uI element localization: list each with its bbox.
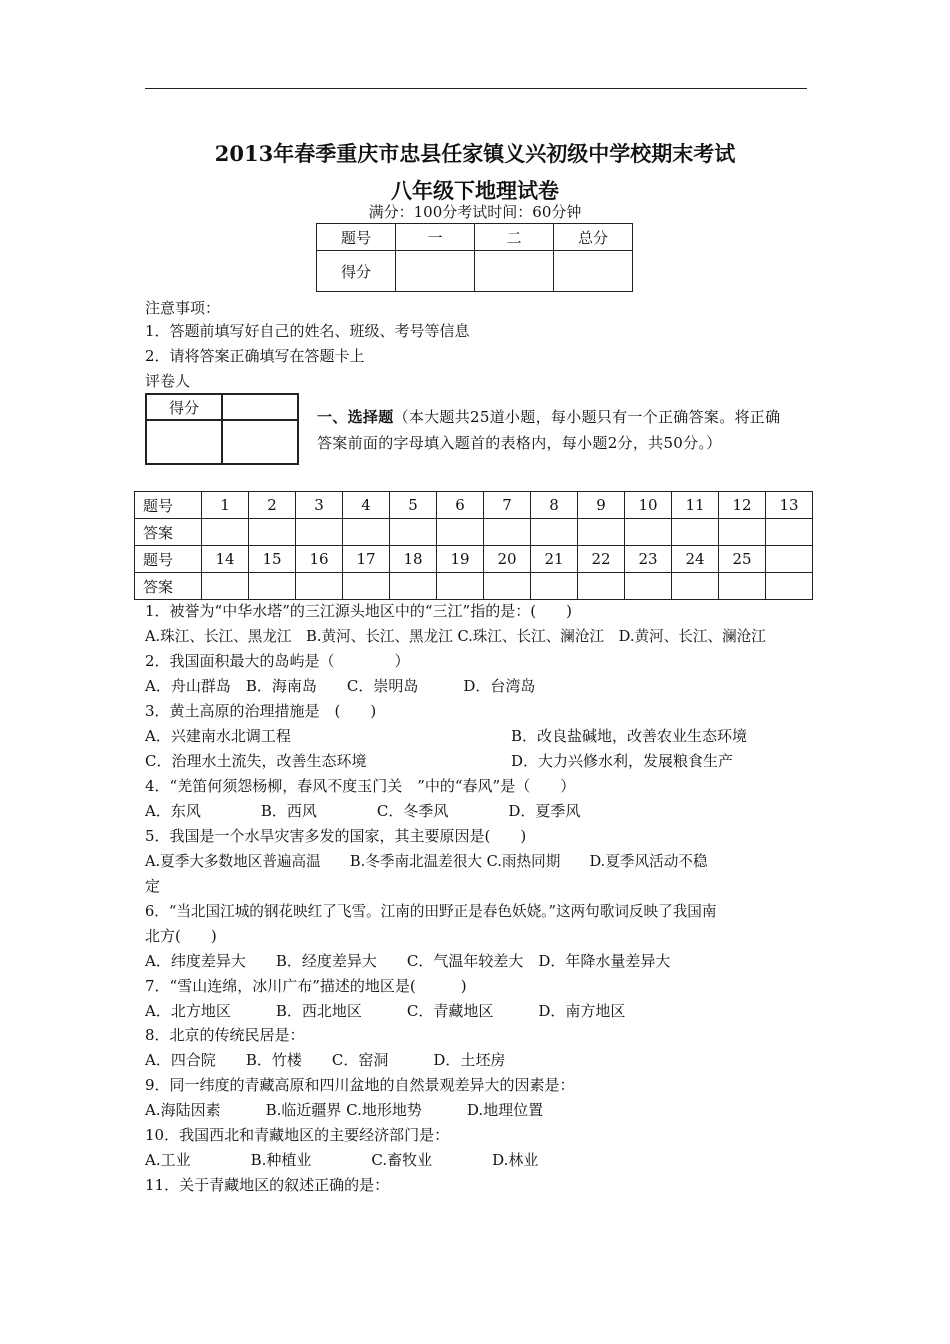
answer-cell[interactable] [531, 519, 578, 546]
question-6: 6．“当北国江城的钢花映红了飞雪。江南的田野正是春色妖娆。”这两句歌词反映了我国南 [145, 903, 717, 920]
answer-label: 答案 [135, 519, 202, 546]
question-number-cell: 25 [719, 546, 766, 573]
answer-cell[interactable] [390, 519, 437, 546]
question-number-cell: 3 [296, 492, 343, 519]
answer-row [135, 519, 813, 546]
exam-subject-title: 八年级下地理试卷 [391, 178, 559, 203]
score-header-cell: 二 [475, 224, 554, 251]
question-7: 7．“雪山连绵，冰川广布”描述的地区是( ) [145, 977, 467, 995]
question-10-options: A.工业 B.种植业 C.畜牧业 D.林业 [145, 1151, 539, 1169]
grader-box [145, 393, 299, 465]
header-rule [145, 88, 807, 89]
section-instructions-cont: 答案前面的字母填入题首的表格内，每小题2分，共50分。） [317, 434, 722, 452]
question-number-cell: 21 [531, 546, 578, 573]
answer-number-row [135, 492, 813, 519]
answer-cell[interactable] [202, 519, 249, 546]
question-10: 10．我国西北和青藏地区的主要经济部门是： [145, 1126, 450, 1144]
question-number-cell: 11 [672, 492, 719, 519]
answer-number-row [135, 546, 813, 573]
question-3-option-a: A．兴建南水北调工程 [145, 727, 291, 745]
question-2: 2．我国面积最大的岛屿是（ ） [145, 652, 410, 670]
score-table [316, 223, 633, 292]
question-number-cell: 22 [578, 546, 625, 573]
question-number-cell: 4 [343, 492, 390, 519]
exam-title: 2013年春季重庆市忠县任家镇义兴初级中学校期末考试 [214, 141, 736, 166]
question-3-option-d: D．大力兴修水利，发展粮食生产 [511, 752, 734, 770]
question-number-cell: 7 [484, 492, 531, 519]
answer-cell[interactable] [625, 573, 672, 600]
question-number-cell: 19 [437, 546, 484, 573]
answer-cell[interactable] [249, 573, 296, 600]
question-number-cell: 24 [672, 546, 719, 573]
answer-cell[interactable] [672, 519, 719, 546]
question-number-cell: 18 [390, 546, 437, 573]
question-number-cell: 16 [296, 546, 343, 573]
answer-cell[interactable] [296, 519, 343, 546]
answer-cell[interactable] [625, 519, 672, 546]
question-3-option-c: C．治理水土流失，改善生态环境 [145, 752, 367, 770]
answer-label: 答案 [135, 573, 202, 600]
answer-cell[interactable] [719, 519, 766, 546]
answer-cell[interactable] [531, 573, 578, 600]
answer-cell[interactable] [390, 573, 437, 600]
grader-cell[interactable] [222, 394, 298, 420]
question-8: 8．北京的传统民居是： [145, 1026, 305, 1044]
question-3: 3．黄土高原的治理措施是 ( ) [145, 702, 377, 720]
section-title: 一、选择题 [317, 408, 394, 426]
answer-table [134, 491, 813, 600]
grader-score-label: 得分 [146, 394, 222, 420]
answer-cell[interactable] [484, 519, 531, 546]
notes-heading: 注意事项： [145, 299, 221, 317]
score-header-cell: 一 [396, 224, 475, 251]
score-header-cell: 题号 [317, 224, 396, 251]
question-number-cell: 9 [578, 492, 625, 519]
question-number-cell: 15 [249, 546, 296, 573]
exam-info: 满分：100分考试时间：60分钟 [368, 203, 582, 221]
notes-item: 2．请将答案正确填写在答题卡上 [145, 347, 365, 365]
question-5-options: A.夏季大多数地区普遍高温 B.冬季南北温差很大 C.雨热同期 D.夏季风活动不稳 [145, 853, 708, 870]
score-input-cell[interactable] [554, 251, 633, 292]
question-number-cell: 20 [484, 546, 531, 573]
question-number-cell: 14 [202, 546, 249, 573]
question-1: 1．被誉为“中华水塔”的三江源头地区中的“三江”指的是：( ) [145, 602, 572, 620]
question-5-options-cont: 定 [145, 877, 161, 895]
question-number-cell: 10 [625, 492, 672, 519]
question-8-options: A．四合院 B．竹楼 C．窑洞 D．土坯房 [145, 1051, 506, 1069]
question-2-options: A．舟山群岛 B．海南岛 C．崇明岛 D．台湾岛 [145, 677, 536, 695]
answer-number-label: 题号 [135, 492, 202, 519]
question-4: 4．“羌笛何须怨杨柳，春风不度玉门关 ”中的“春风”是（ ） [145, 777, 576, 795]
question-number-cell: 6 [437, 492, 484, 519]
question-number-cell [766, 546, 813, 573]
answer-cell[interactable] [202, 573, 249, 600]
answer-cell[interactable] [437, 519, 484, 546]
notes-item: 1．答题前填写好自己的姓名、班级、考号等信息 [145, 322, 470, 340]
section-heading [317, 406, 780, 427]
grader-cell[interactable] [222, 420, 298, 464]
answer-cell[interactable] [437, 573, 484, 600]
answer-cell[interactable] [578, 519, 625, 546]
score-header-cell: 总分 [554, 224, 633, 251]
question-9: 9．同一纬度的青藏高原和四川盆地的自然景观差异大的因素是： [145, 1076, 575, 1094]
question-7-options: A．北方地区 B．西北地区 C．青藏地区 D．南方地区 [145, 1002, 626, 1020]
question-number-cell: 23 [625, 546, 672, 573]
answer-cell[interactable] [719, 573, 766, 600]
question-number-cell: 8 [531, 492, 578, 519]
grader-label: 评卷人 [145, 372, 191, 390]
question-9-options: A.海陆因素 B.临近疆界 C.地形地势 D.地理位置 [145, 1101, 544, 1119]
question-6-options: A．纬度差异大 B．经度差异大 C．气温年较差大 D．年降水量差异大 [145, 952, 671, 970]
question-number-cell: 13 [766, 492, 813, 519]
question-6-cont: 北方( ) [145, 927, 217, 945]
question-number-cell: 1 [202, 492, 249, 519]
question-number-cell: 2 [249, 492, 296, 519]
question-5: 5．我国是一个水旱灾害多发的国家，其主要原因是( ) [145, 827, 527, 845]
answer-number-label: 题号 [135, 546, 202, 573]
grader-cell[interactable] [146, 420, 222, 464]
answer-cell[interactable] [766, 519, 813, 546]
answer-cell[interactable] [343, 519, 390, 546]
answer-row [135, 573, 813, 600]
answer-cell[interactable] [578, 573, 625, 600]
question-1-options: A.珠江、长江、黑龙江 B.黄河、长江、黑龙江 C.珠江、长江、澜沧江 D.黄河、长江、澜沧江 [145, 628, 766, 645]
answer-cell[interactable] [343, 573, 390, 600]
answer-cell[interactable] [296, 573, 343, 600]
answer-cell[interactable] [766, 573, 813, 600]
section-instructions: （本大题共25道小题，每小题只有一个正确答案。将正确 [393, 408, 781, 426]
answer-cell[interactable] [672, 573, 719, 600]
question-11: 11．关于青藏地区的叙述正确的是： [145, 1176, 390, 1194]
answer-cell[interactable] [484, 573, 531, 600]
question-number-cell: 12 [719, 492, 766, 519]
question-3-option-b: B．改良盐碱地，改善农业生态环境 [511, 727, 748, 745]
question-number-cell: 17 [343, 546, 390, 573]
question-4-options: A．东风 B．西风 C．冬季风 D．夏季风 [145, 802, 581, 820]
score-label-cell: 得分 [317, 251, 396, 292]
question-number-cell: 5 [390, 492, 437, 519]
answer-cell[interactable] [249, 519, 296, 546]
score-input-cell[interactable] [396, 251, 475, 292]
score-input-cell[interactable] [475, 251, 554, 292]
